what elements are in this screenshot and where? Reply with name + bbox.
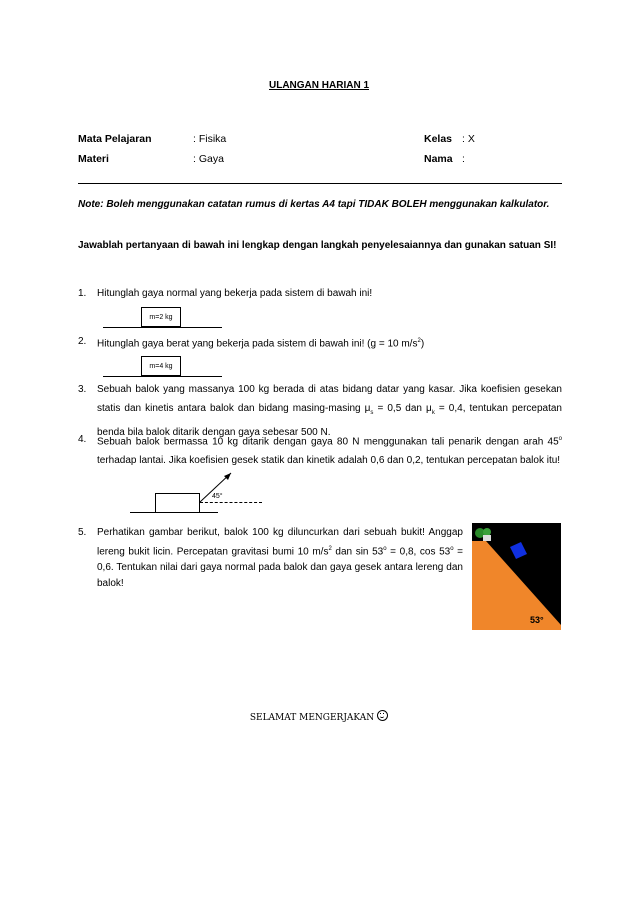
header-divider <box>78 183 562 184</box>
question-5-number: 5. <box>78 527 87 538</box>
tree-icon-2 <box>483 528 491 536</box>
question-2-number: 2. <box>78 336 87 347</box>
house-icon <box>483 535 491 541</box>
page-title: ULANGAN HARIAN 1 <box>269 80 369 91</box>
question-3-text-c: = 0,4, tentukan percepatan benda bila balok ditarik dengan gaya sebesar 500 N. <box>97 403 562 438</box>
question-4-text-b: terhadap lantai. Jika koefisien gesek statik dan kinetik adalah 0,6 dan 0,2, tentukan percepatan balok itu! <box>97 455 561 467</box>
class-label: Kelas <box>424 133 453 145</box>
question-3-number: 3. <box>78 384 87 395</box>
question-5-deg1: o <box>383 546 387 552</box>
q2-block-label: m=4 kg <box>149 362 173 370</box>
question-5-text <box>97 525 463 592</box>
question-2-text-b: ) <box>420 338 425 350</box>
q1-block <box>141 307 181 327</box>
question-4-number: 4. <box>78 434 87 445</box>
q4-angle-label: 45° <box>212 493 223 500</box>
question-1-text: Hitunglah gaya normal yang bekerja pada sistem di bawah ini! <box>97 288 373 299</box>
subject-label: Mata Pelajaran <box>78 133 152 145</box>
question-3-text-b: = 0,5 dan μ <box>373 403 432 414</box>
question-5-text-d: = 0,6. Tentukan nilai dari gaya normal pada balok dan gaya gesek antara lereng dan balok! <box>97 546 464 590</box>
question-4-deg: o <box>558 436 562 442</box>
q4-floor-line <box>130 512 218 513</box>
exam-instruction: Jawablah pertanyaan di bawah ini lengkap dengan langkah penyelesaiannya dan gunakan satuan SI! <box>78 240 557 251</box>
q4-block <box>155 493 200 513</box>
question-1-number: 1. <box>78 288 87 299</box>
question-2-sup: 2 <box>417 338 421 344</box>
material-label: Materi <box>78 153 109 165</box>
q2-floor-line <box>103 376 222 377</box>
q2-block <box>141 356 181 376</box>
question-2-text-a: Hitunglah gaya berat yang bekerja pada sistem di bawah ini! (g = 10 m/s <box>97 338 418 350</box>
question-5-text-a: Perhatikan gambar berikut, balok 100 kg diluncurkan dari sebuah bukit! Anggap lereng bukit licin. Percepatan gravitasi bumi 10 m/s <box>97 527 463 558</box>
name-value: : <box>462 153 465 165</box>
question-5-text-b: dan sin 53 <box>331 546 384 558</box>
question-4-text <box>97 430 562 470</box>
closing-label: SELAMAT MENGERJAKAN <box>249 713 375 723</box>
name-label: Nama <box>424 153 453 165</box>
question-3-sub-k: k <box>431 410 435 416</box>
closing-text <box>0 710 638 723</box>
class-value: : X <box>462 133 475 145</box>
question-3-sub-s: s <box>370 410 374 416</box>
q1-floor-line <box>103 327 222 328</box>
slope-angle-label: 53° <box>530 615 544 625</box>
question-5-text-c: = 0,8, cos 53 <box>386 546 451 558</box>
question-5-deg2: o <box>450 546 454 552</box>
exam-note: Note: Boleh menggunakan catatan rumus di kertas A4 tapi TIDAK BOLEH menggunakan kalkulator. <box>78 199 550 210</box>
material-value: : Gaya <box>193 153 224 165</box>
q4-force-arrow <box>195 470 245 510</box>
q1-block-label: m=2 kg <box>149 313 173 321</box>
smiley-icon <box>377 710 388 721</box>
subject-value: : Fisika <box>193 133 227 145</box>
question-2-text <box>97 332 562 353</box>
hill-slope-figure <box>472 523 561 630</box>
question-4-text-a: Sebuah balok bermassa 10 kg ditarik dengan gaya 80 N menggunakan tali penarik dengan arah 45 <box>97 436 559 448</box>
question-5-sup: 2 <box>328 546 332 552</box>
question-3-text-a: Sebuah balok yang massanya 100 kg berada di atas bidang datar yang kasar. Jika koefisien gesekan statis dan kinetis antara balok dan bidang masing-masing μ <box>97 384 562 414</box>
